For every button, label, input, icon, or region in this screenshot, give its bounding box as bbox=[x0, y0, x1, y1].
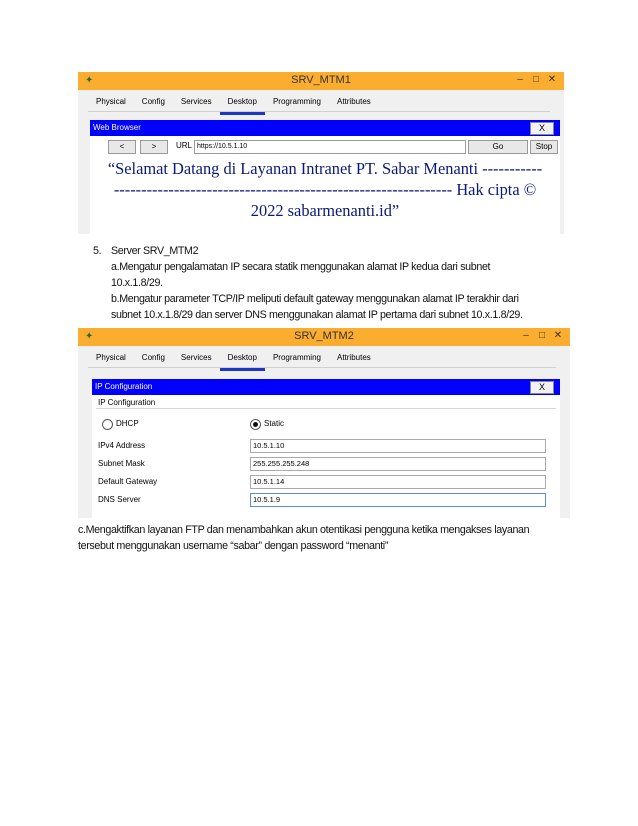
window-titlebar bbox=[78, 328, 570, 346]
tab-attributes[interactable]: Attributes bbox=[336, 353, 371, 362]
close-window-icon[interactable]: ✕ bbox=[547, 74, 557, 85]
welcome-line-2: -------------------------------------------------------------- Hak cipta © bbox=[113, 180, 537, 199]
tab-config[interactable]: Config bbox=[141, 97, 165, 106]
url-input[interactable]: https://10.5.1.10 bbox=[194, 140, 466, 154]
maximize-icon[interactable]: □ bbox=[538, 330, 546, 341]
panel-header bbox=[92, 379, 560, 395]
static-radio[interactable] bbox=[250, 419, 261, 430]
go-button[interactable]: Go bbox=[468, 140, 528, 154]
subnet-mask-input[interactable]: 255.255.255.248 bbox=[250, 457, 546, 471]
srv-mtm2-window bbox=[78, 328, 570, 518]
dns-server-input[interactable]: 10.5.1.9 bbox=[250, 493, 546, 507]
ip-configuration-panel bbox=[92, 379, 560, 518]
step-5a-line-2: 10.x.1.8/29. bbox=[111, 277, 163, 289]
tab-physical[interactable]: Physical bbox=[96, 97, 126, 106]
panel-title: Web Browser bbox=[93, 123, 141, 132]
step-5a-line-1: a.Mengatur pengalamatan IP secara statik menggunakan alamat IP kedua dari subnet bbox=[111, 261, 491, 273]
panel-close-button[interactable]: X bbox=[530, 122, 554, 135]
step-5b-line-2: subnet 10.x.1.8/29 dan server DNS menggunakan alamat IP pertama dari subnet 10.x.1.8/29. bbox=[111, 309, 523, 321]
url-label: URL bbox=[176, 141, 193, 150]
dhcp-label: DHCP bbox=[116, 419, 139, 428]
tab-attributes[interactable]: Attributes bbox=[336, 97, 371, 106]
tab-bar bbox=[88, 350, 379, 368]
tab-divider bbox=[88, 111, 550, 112]
stop-button[interactable]: Stop bbox=[530, 140, 558, 154]
close-window-icon[interactable]: ✕ bbox=[553, 330, 563, 341]
tab-desktop[interactable]: Desktop bbox=[220, 94, 265, 115]
tab-desktop[interactable]: Desktop bbox=[220, 350, 265, 371]
tab-services[interactable]: Services bbox=[180, 97, 212, 106]
panel-title: IP Configuration bbox=[95, 382, 153, 391]
welcome-line-1: “Selamat Datang di Layanan Intranet PT. Sabar Menanti ----------- bbox=[107, 159, 543, 178]
tab-physical[interactable]: Physical bbox=[96, 353, 126, 362]
back-button[interactable]: < bbox=[108, 140, 136, 154]
window-controls bbox=[512, 72, 560, 90]
panel-header bbox=[90, 120, 560, 136]
step-5-number: 5. bbox=[93, 245, 102, 257]
minimize-icon[interactable]: – bbox=[523, 330, 529, 341]
tab-config[interactable]: Config bbox=[141, 353, 165, 362]
tab-programming[interactable]: Programming bbox=[272, 97, 321, 106]
step-c-line-2: tersebut menggunakan username “sabar” dengan password “menanti” bbox=[78, 540, 389, 552]
tab-bar bbox=[88, 94, 379, 112]
tab-divider bbox=[88, 367, 556, 368]
static-label: Static bbox=[264, 419, 285, 428]
srv-mtm1-window bbox=[78, 72, 564, 234]
section-label: IP Configuration bbox=[98, 398, 156, 407]
tab-programming[interactable]: Programming bbox=[272, 353, 321, 362]
forward-button[interactable]: > bbox=[140, 140, 168, 154]
welcome-line-3: 2022 sabarmenanti.id” bbox=[250, 201, 400, 220]
minimize-icon[interactable]: – bbox=[517, 74, 523, 85]
ipv4-address-label: IPv4 Address bbox=[98, 441, 146, 450]
step-5b-line-1: b.Mengatur parameter TCP/IP meliputi default gateway menggunakan alamat IP terakhir dari bbox=[111, 293, 519, 305]
app-icon: ✦ bbox=[85, 75, 94, 86]
panel-close-button[interactable]: X bbox=[530, 381, 554, 394]
default-gateway-label: Default Gateway bbox=[98, 477, 158, 486]
ipv4-address-input[interactable]: 10.5.1.10 bbox=[250, 439, 546, 453]
tab-services[interactable]: Services bbox=[180, 353, 212, 362]
subnet-mask-label: Subnet Mask bbox=[98, 459, 145, 468]
web-browser-panel bbox=[90, 120, 560, 234]
maximize-icon[interactable]: □ bbox=[532, 74, 540, 85]
section-divider bbox=[96, 408, 556, 409]
app-icon: ✦ bbox=[85, 331, 94, 342]
window-controls bbox=[518, 328, 566, 346]
dns-server-label: DNS Server bbox=[98, 495, 141, 504]
web-page-content bbox=[98, 158, 552, 221]
window-titlebar bbox=[78, 72, 564, 90]
step-c-line-1: c.Mengaktifkan layanan FTP dan menambahkan akun otentikasi pengguna ketika mengakses layanan bbox=[78, 524, 530, 536]
dhcp-radio[interactable] bbox=[102, 419, 113, 430]
default-gateway-input[interactable]: 10.5.1.14 bbox=[250, 475, 546, 489]
step-5-title: Server SRV_MTM2 bbox=[111, 245, 199, 257]
window-title: SRV_MTM2 bbox=[294, 330, 354, 342]
window-title: SRV_MTM1 bbox=[291, 74, 351, 86]
